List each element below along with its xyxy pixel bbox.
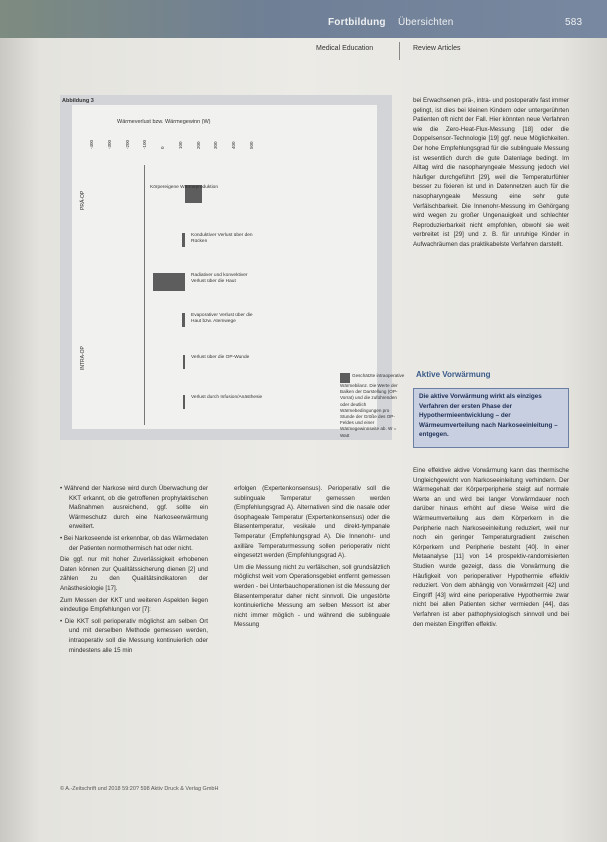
figure-canvas — [72, 105, 405, 438]
running-head-left: Medical Education — [316, 45, 374, 52]
bar-label: Evaporativer Verlust über die Haut bzw. Atemwege — [191, 313, 253, 324]
bar-label: Körpereigene Wärmeproduktion — [150, 185, 218, 190]
figure-legend — [340, 373, 405, 439]
column-3-top — [413, 96, 569, 252]
paragraph: • Die KKT soll perioperativ möglichst am selben Ort und mit derselben Methode gemessen werden, intraoperativ soll die Messung kontinuierlich oder mindestens alle 15 min — [60, 617, 208, 654]
legend-text: Geschätzte intraoperative Wärmebilanz. Die Werte der Balken der Darstellung (OP-Vorrat) und die zuführenden oder deutlich Wärmebedingungen pro Stunde der Größe des OP-Feldes und einer Wärmegewinnseite ab. W = Watt — [340, 373, 405, 438]
paragraph: Eine effektive aktive Vorwärmung kann das thermische Ungleichgewicht von Narkoseeinleitung verhindern. Der Wärmegehalt der Körperperipherie steigt auf normale Werte an und wird bei langer Vorwärmdauer noch darüber hinaus erhöht auf diese Weise wird die Wärmeumverteilung aus dem Körperkern in die Peripherie nach Narkoseeinleitung reduziert, weil nur noch ein geringer Temperaturgradient zwischen Körperkern und Peripherie besteht [40]. In einer Metaanalyse [11] von 14 prospektiv-randomisierten Studien wurde gezeigt, dass die Vorwärmung die Häufigkeit von perioperativer Hypothermie effektiv reduziert. Von dem abhängig von Vorwärmzeit [42] und Eingriff [43] wird eine perioperative Hypothermie zwar nicht bei allen Patienten sicher vermieden [44], das Verfahren ist aber pathophysiologisch sinnvoll und bei den meisten Eingriffen effektiv. — [413, 467, 569, 628]
x-tick-label: -100 — [142, 139, 148, 149]
y-label-preop: PRÄ-OP — [80, 190, 86, 210]
x-tick-label: 200 — [195, 141, 201, 149]
bar-label: Verlust über die OP-Wunde — [191, 355, 250, 360]
column-1 — [60, 484, 208, 657]
chart-bar — [183, 355, 185, 369]
paragraph: Zum Messen der KKT und weiteren Aspekten liegen eindeutige Empfehlungen vor [7]: — [60, 596, 208, 614]
column-3-bottom — [413, 466, 569, 631]
subsection-title: Übersichten — [398, 17, 454, 28]
chart-bar — [182, 233, 185, 247]
paragraph: • Bei Narkoseende ist erkennbar, ob das Wärmedaten der Patienten normothermisch hat oder nicht. — [60, 534, 208, 552]
x-tick-label: -200 — [124, 139, 130, 149]
bar-label: Radiativer und konvektiver Verlust über die Haut — [191, 273, 248, 284]
x-tick-label: 500 — [249, 141, 254, 149]
x-tick-label: 300 — [213, 141, 219, 149]
section-heading: Aktive Vorwärmung — [416, 370, 491, 379]
y-label-intraop: INTRA-OP — [80, 346, 86, 370]
paragraph: Die ggf. nur mit hoher Zuverlässigkeit erhobenen Daten können zur Qualitätssicherung dienen [2] und zählen zu den Qualitätsindikatoren der Anästhesiologie [17]. — [60, 556, 208, 592]
page-footer: © A.-Zeitschrift und 2018 59:20? 598 Aktiv Druck & Verlag GmbH — [60, 786, 219, 792]
chart-bar — [182, 313, 185, 327]
chart-title: Wärmeverlust bzw. Wärmegewinn (W) — [117, 119, 211, 125]
bar-label: Verlust durch Infusion/Anästhesie — [191, 395, 263, 400]
running-head-right: Review Articles — [413, 45, 461, 52]
header-bar — [0, 0, 607, 38]
page-number: 583 — [565, 17, 583, 28]
header-divider — [399, 42, 400, 60]
x-tick-label: -400 — [89, 139, 94, 149]
chart-bar — [183, 395, 185, 409]
column-2 — [234, 484, 390, 632]
x-tick-label: 100 — [177, 141, 183, 149]
highlight-box: Die aktive Vorwärmung wirkt als einziges Verfahren der ersten Phase der Hypothermieentwicklung – der Wärmeumverteilung nach Narkoseeinleitung – entgegen. — [413, 388, 569, 448]
bar-label: Konduktiver Verlust über den Rücken — [191, 233, 253, 244]
paragraph: erfolgen (Expertenkonsensus). Perioperativ soll die sublinguale Temperatur gemessen werden (Empfehlungsgrad A). Alternativen sind die nasale oder ösophageale Temperatur (Expertenkonsensus) oder die Blasentemperatur, vesikale und direkt-tympanale Temperatur (Empfehlungsgrad A). Die Innenohr- und axilläre Temperaturmessung sollen perioperativ nicht eingesetzt werden (Empfehlungsgrad A). — [234, 485, 390, 560]
x-tick-label: 0 — [160, 146, 166, 149]
x-tick-label: 400 — [231, 141, 237, 149]
paragraph: • Während der Narkose wird durch Überwachung der KKT erkannt, ob die getroffenen prophylaktischen Maßnahmen ausreichend, ggf. sollte ein Wärmeschutz durch eine Narkoseerwärmung erweitert. — [60, 485, 208, 531]
section-title: Fortbildung — [328, 17, 386, 28]
paragraph: Um die Messung nicht zu verfälschen, soll grundsätzlich möglichst weit vom Operationsgebiet entfernt gemessen werden - bei Unterbauchoperationen ist die Messung der Blasentemperatur daher nicht sinnvoll. Die ungestörte kontinuierliche Messung am selben Messort ist aber nicht immer möglich - und während die sublinguale Messung — [234, 563, 390, 629]
figure-label: Abbildung 3 — [62, 98, 94, 104]
figure-3 — [60, 95, 405, 440]
paragraph: bei Erwachsenen prä-, intra- und postoperativ fast immer gelingt, ist dies bei kleinen Kindern oder untergerührten Patienten oft nicht der Fall. Hier könnten neue Verfahren wie die Zero-Heat-Flux-Messung [18] oder die Doppelsensor-Technologie [19] ggf. neue Möglichkeiten. Der hohe Empfehlungsgrad für die sublinguale Messung ist wesentlich durch die gute Datenlage bedingt. Im Alltag wird die nasopharyngeale Messung jedoch viel häufiger durchgeführt [29], weil die Temperaturfühler besser zu fixieren ist und in Datennetzen auch für die nasopharyngeale Messung eine sehr gute Verfälschbarkeit. Die Innenohr-Messung im Gehörgang wird wegen zu großer Ungenauigkeit und schlechter Reproduzierbarkeit nicht empfohlen, obwohl sie weit verbreitet ist [29] und z. B. für unruhige Kinder in Aufwachräumen das praktikabelste Verfahren darstellt. — [413, 97, 569, 248]
y-axis-line — [144, 165, 145, 425]
chart-bar — [153, 273, 185, 291]
legend-swatch — [340, 373, 350, 383]
x-tick-label: -300 — [106, 139, 112, 149]
